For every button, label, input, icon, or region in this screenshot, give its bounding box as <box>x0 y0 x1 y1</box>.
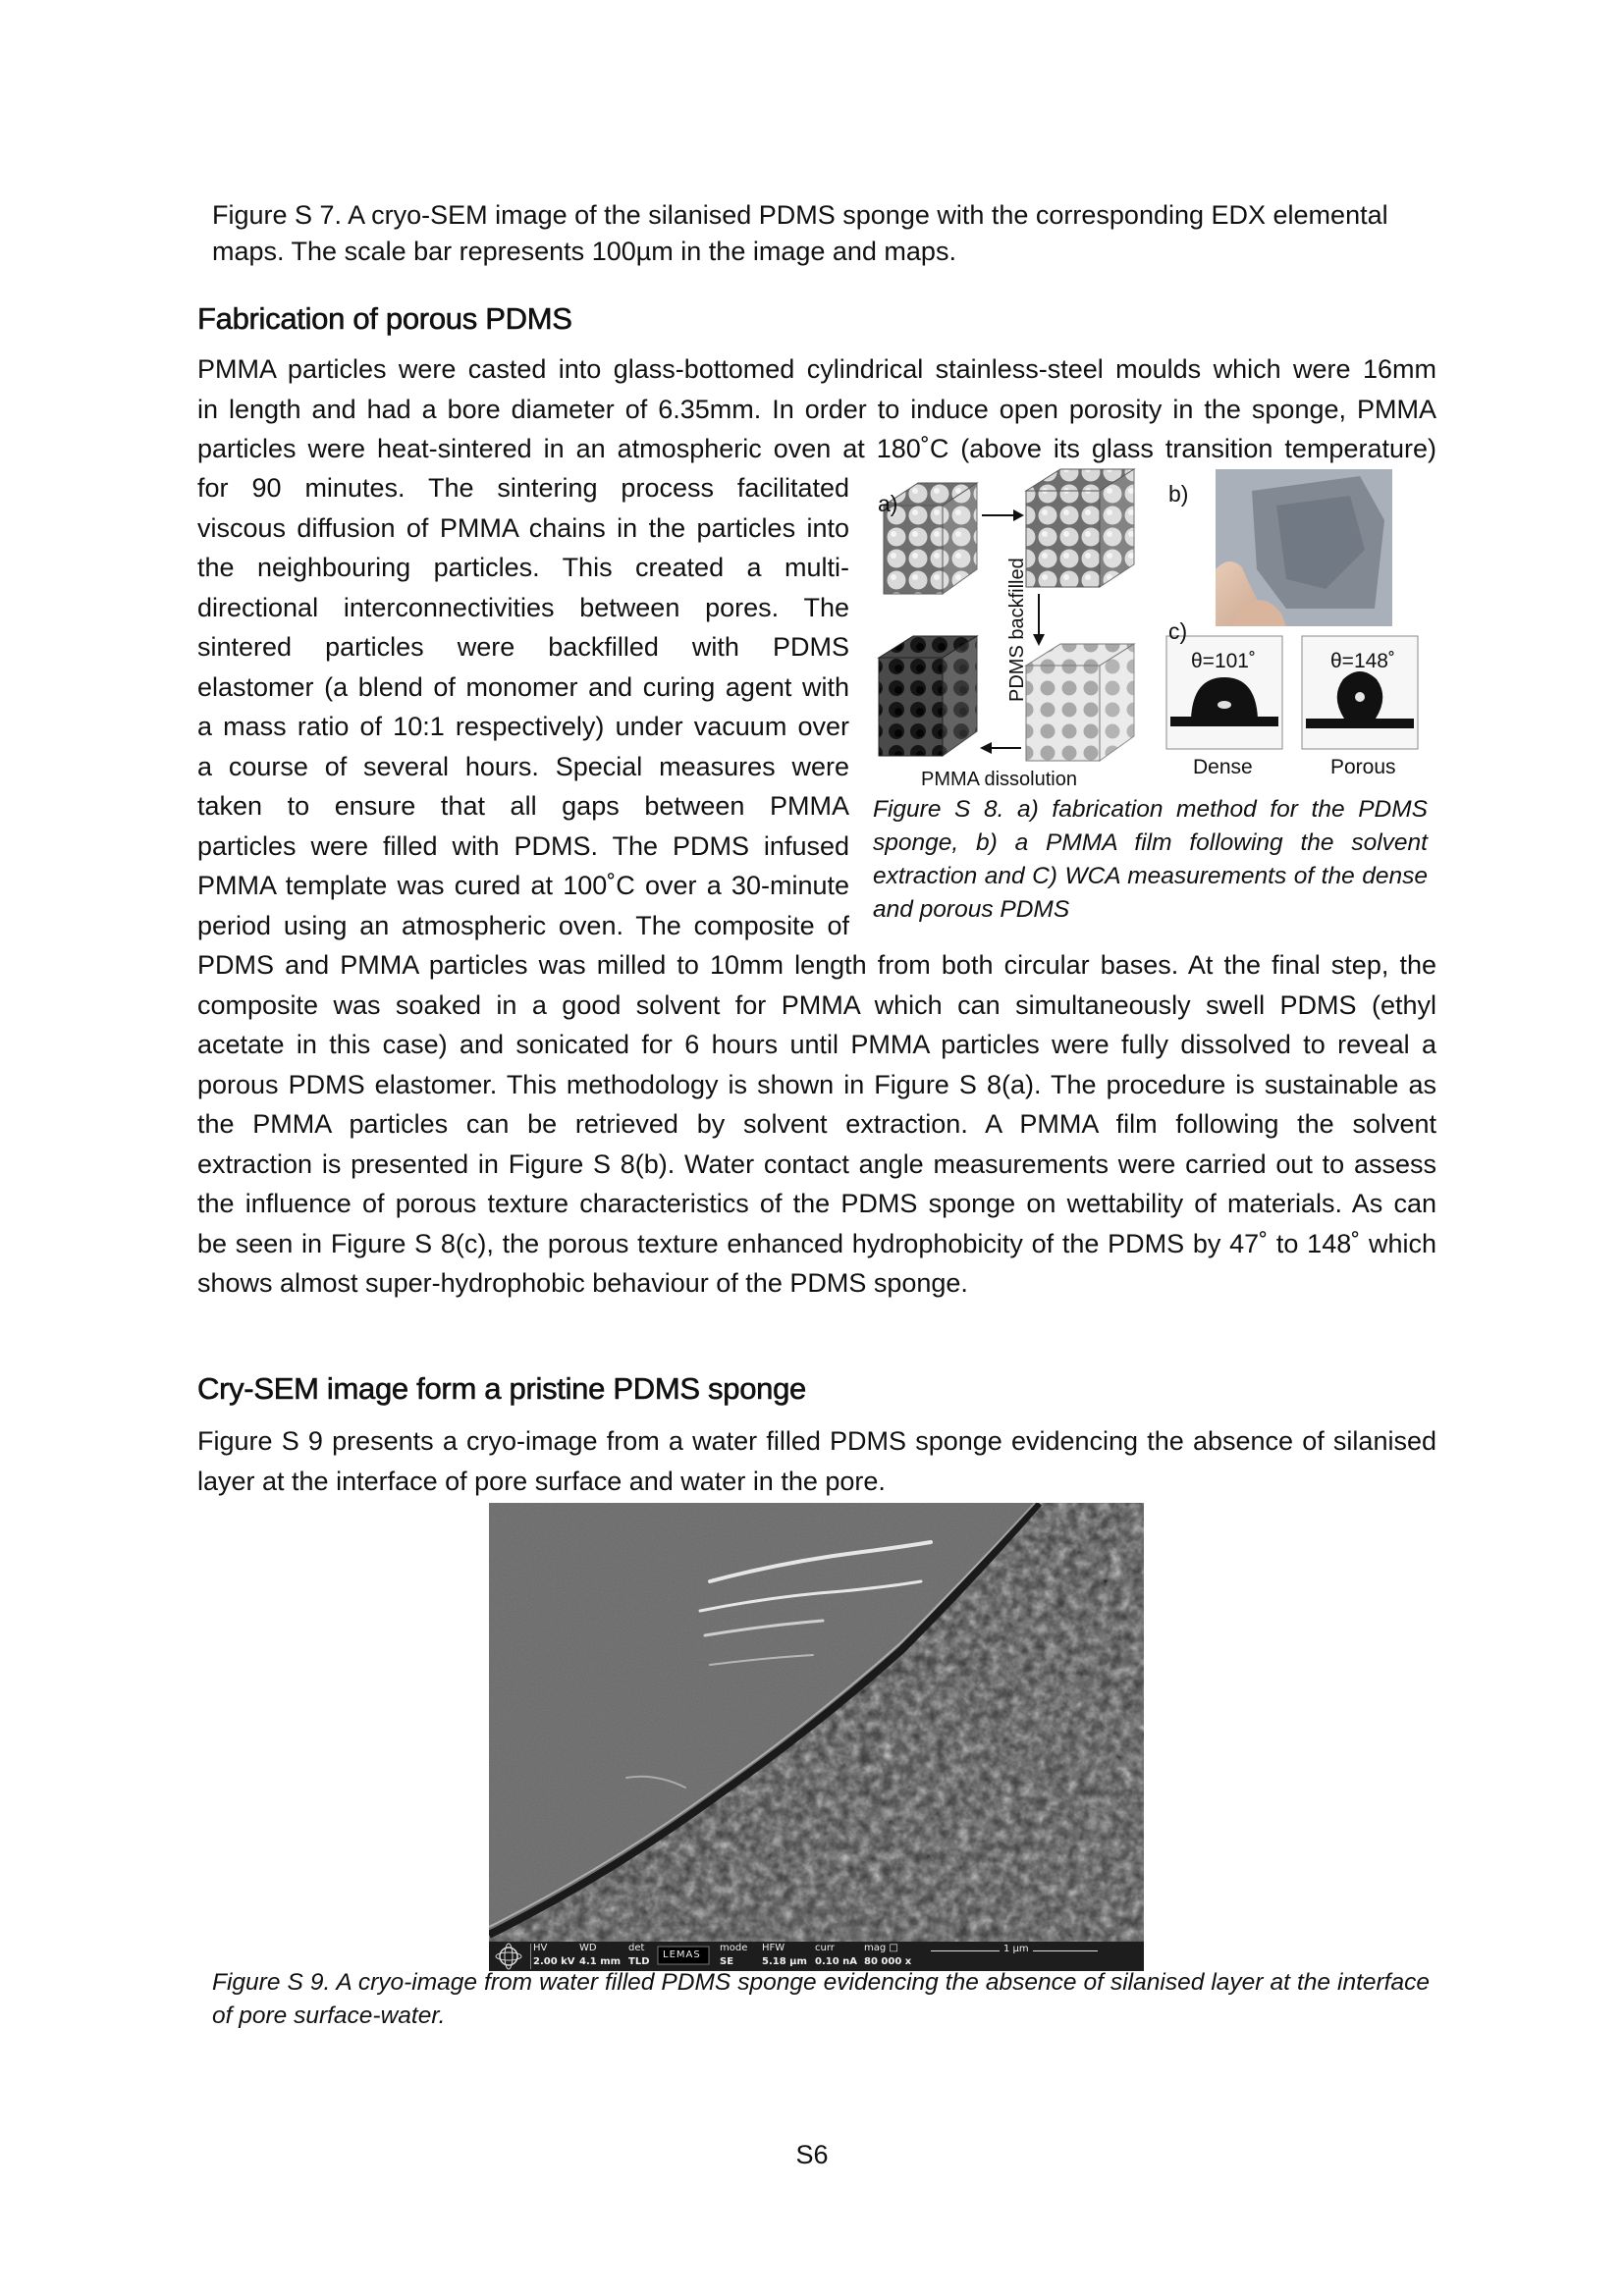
paragraph-line: sintered particles were backfilled with PDMS <box>197 632 849 662</box>
figure-s9-caption: Figure S 9. A cryo-image from water filled PDMS sponge evidencing the absence of silanised layer at the interface of pore surface-water. <box>212 1969 1430 2029</box>
paragraph-line: a course of several hours. Special measures were <box>197 751 849 781</box>
paragraph-line: the influence of porous texture characteristics of the PDMS sponge on wettability of materials. As can <box>197 1189 1436 1218</box>
paragraph-line: porous PDMS elastomer. This methodology is shown in Figure S 8(a). The procedure is sustainable as <box>197 1069 1436 1099</box>
paragraph-line: composite was soaked in a good solvent for PMMA which can simultaneously swell PDMS (ethyl <box>197 989 1436 1020</box>
section-heading-fabrication: Fabrication of porous PDMS <box>197 301 572 336</box>
sem-det-label: det <box>628 1943 645 1953</box>
paragraph-line: a mass ratio of 10:1 respectively) under vacuum over <box>197 712 849 741</box>
process-arrow <box>980 742 1021 754</box>
paragraph-line: taken to ensure that all gaps between PMMA <box>197 791 849 821</box>
figure-s8-label-c: c) <box>1168 618 1188 644</box>
sem-wd-label: WD <box>579 1943 597 1953</box>
fabrication-paragraph-bottom <box>197 945 1436 1304</box>
dense-label: Dense <box>1193 756 1253 778</box>
process-arrow <box>1033 594 1045 646</box>
paragraph-line: particles were heat-sintered in an atmospheric oven at 180˚C (above its glass transition temperature) <box>197 434 1436 463</box>
sem-hfw-label: HFW <box>762 1943 785 1953</box>
paragraph-line: viscous diffusion of PMMA chains in the particles into <box>197 512 849 543</box>
dense-angle-label: θ=101˚ <box>1191 650 1256 672</box>
paragraph-line: be seen in Figure S 8(c), the porous texture enhanced hydrophobicity of the PDMS by 47˚ to 148˚ which <box>197 1228 1436 1258</box>
section-heading-cryo-sem: Cry-SEM image form a pristine PDMS sponge <box>197 1371 806 1406</box>
figure-s8-graphic <box>864 461 1434 795</box>
sem-mode-label: mode <box>720 1943 748 1953</box>
paragraph-line: extraction is presented in Figure S 8(b). Water contact angle measurements were carried out to assess <box>197 1148 1436 1179</box>
paragraph-line: for 90 minutes. The sintering process facilitated <box>197 473 849 503</box>
lemas-logo: LEMAS <box>663 1949 701 1960</box>
sem-hfw-value: 5.18 µm <box>762 1956 807 1967</box>
pmma-dissolution-label: PMMA dissolution <box>921 769 1077 790</box>
sem-hv-label: HV <box>533 1943 548 1953</box>
figure-s7-caption: Figure S 7. A cryo-SEM image of the silanised PDMS sponge with the corresponding EDX elemental maps. The scale bar represents 100µm in the image and maps. <box>212 200 1388 266</box>
paragraph-line: the neighbouring particles. This created a multi- <box>197 553 849 582</box>
figure-s8-caption: Figure S 8. a) fabrication method for the PDMS sponge, b) a PMMA film following the solvent extraction and C) WCA measurements of the dense and porous PDMS <box>873 796 1428 923</box>
sem-hv-value: 2.00 kV <box>533 1956 575 1967</box>
process-arrow <box>982 509 1024 521</box>
pdms-backfilled-label: PDMS backfilled <box>1006 558 1028 702</box>
paragraph-line: layer at the interface of pore surface and water in the pore. <box>197 1466 886 1496</box>
page-number: S6 <box>795 2140 829 2169</box>
paragraph-line: shows almost super-hydrophobic behaviour of the PDMS sponge. <box>197 1268 968 1298</box>
paragraph-line: particles were filled with PDMS. The PDMS infused <box>197 830 849 861</box>
figure-s9-sem-image <box>489 1503 1144 1971</box>
paragraph-line: period using an atmospheric oven. The composite of <box>197 910 849 940</box>
figure-s8-label-b: b) <box>1168 481 1189 507</box>
paragraph-line: Figure S 9 presents a cryo-image from a water filled PDMS sponge evidencing the absence of silanised <box>197 1426 1436 1456</box>
scale-bar-label: 1 µm <box>1000 1944 1033 1954</box>
sem-det-value: TLD <box>628 1956 650 1967</box>
paragraph-line: PDMS and PMMA particles was milled to 10mm length from both circular bases. At the final step, the <box>197 950 1436 980</box>
paragraph-line: acetate in this case) and sonicated for 6 hours until PMMA particles were fully dissolved to reveal a <box>197 1030 1436 1059</box>
porous-label: Porous <box>1330 756 1396 778</box>
sem-wd-value: 4.1 mm <box>579 1956 622 1967</box>
sem-mag-value: 80 000 x <box>864 1956 912 1967</box>
paragraph-line: in length and had a bore diameter of 6.35mm. In order to induce open porosity in the sponge, PMMA <box>197 394 1436 424</box>
sintered-particle-cube <box>1026 469 1134 587</box>
paragraph-line: elastomer (a blend of monomer and curing agent with <box>197 671 849 702</box>
figure-s8-label-a: a) <box>878 491 898 516</box>
porous-sponge-cube <box>879 636 977 756</box>
paragraph-line: the PMMA particles can be retrieved by solvent extraction. A PMMA film following the solvent <box>197 1109 1436 1139</box>
backfilled-cube <box>1026 644 1134 761</box>
paragraph-line: directional interconnectivities between pores. The <box>197 592 849 622</box>
sem-micrograph <box>489 1503 1144 1971</box>
fabrication-paragraph-top <box>197 349 1436 469</box>
sem-mag-label: mag □ <box>864 1943 898 1953</box>
sem-curr-label: curr <box>815 1943 835 1953</box>
paragraph-line: PMMA particles were casted into glass-bottomed cylindrical stainless-steel moulds which were 16mm <box>197 354 1436 384</box>
porous-angle-label: θ=148˚ <box>1330 650 1395 672</box>
paragraph-line: PMMA template was cured at 100˚C over a 30-minute <box>197 871 849 900</box>
sem-curr-value: 0.10 nA <box>815 1956 858 1967</box>
pmma-film-photo <box>1216 469 1392 626</box>
cryo-sem-paragraph <box>197 1421 1436 1501</box>
sem-mode-value: SE <box>720 1956 734 1967</box>
fabrication-paragraph-wrap <box>197 468 849 945</box>
figure-s8 <box>864 461 1434 795</box>
